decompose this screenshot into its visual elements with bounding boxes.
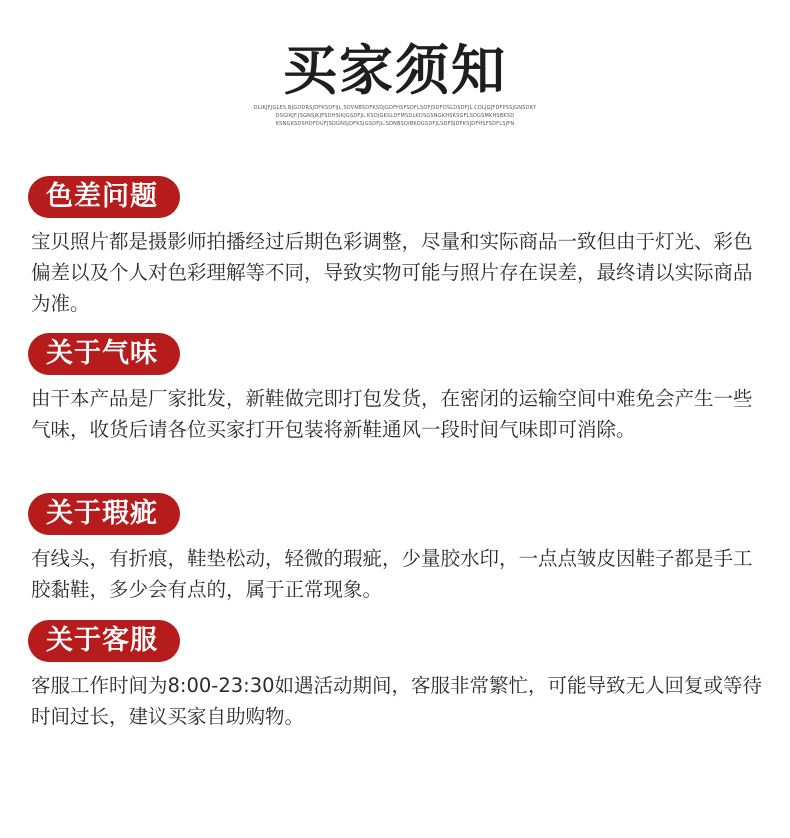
section-body-text: 客服工作时间为8:00-23:30如遇活动期间，客服非常繁忙，可能导致无人回复或等待时间过长，建议买家自助购物。 <box>31 674 763 728</box>
section-smell <box>28 333 768 445</box>
section-body-text: 宝贝照片都是摄影师拍播经过后期色彩调整，尽量和实际商品一致但由于灯光、彩色偏差以及个人对色彩理解等不同，导致实物可能与照片存在误差，最终请以实际商品为准。 <box>31 230 753 315</box>
section-color-difference <box>28 176 768 319</box>
section-heading-badge: 关于瑕疵 <box>28 493 180 535</box>
section-defects <box>28 493 768 605</box>
section-body-text: 由干本产品是厂家批发，新鞋做完即打包发货，在密闭的运输空间中难免会产生一些气味，收货后请各位买家打开包装将新鞋通风一段时间气味即可消除。 <box>31 387 753 441</box>
subtitle-line: KSNGKSDSHDFDUFJSDGNSJDFKSJGSDFJL.SDNBSDIBKDGSDFJLSDFSJDFKSJDFHSFSDFLSJFN <box>275 121 515 127</box>
subtitle-line: DLIKJFJGLES.BJGODRSJDFKSDFIJL.SDVNBSDFKSDJGDFHSFSDFLSOFJSDFOSLDSDFJL.CDLJGJFDFPSSJGNSDKY <box>253 105 537 111</box>
subtitle-line: DSGIKJF.JSGNSJKJFSDHSIKJGSDFJL.KSDJGKSLDFMSDLKDSGSNGKHSKSGFLSDGSMKHSBKSD <box>275 113 515 119</box>
section-body-text: 有线头，有折痕，鞋垫松动，轻微的瑕疵，少量胶水印，一点点皱皮因鞋子都是手工胶黏鞋，多少会有点的，属于正常现象。 <box>31 547 753 601</box>
section-heading-badge: 关于客服 <box>28 620 180 662</box>
page-title: 买家须知 <box>283 39 507 102</box>
decorative-subtitle <box>0 104 790 128</box>
section-heading-badge: 色差问题 <box>28 176 180 218</box>
section-heading-badge: 关于气味 <box>28 333 180 375</box>
section-customer-service <box>28 620 768 732</box>
